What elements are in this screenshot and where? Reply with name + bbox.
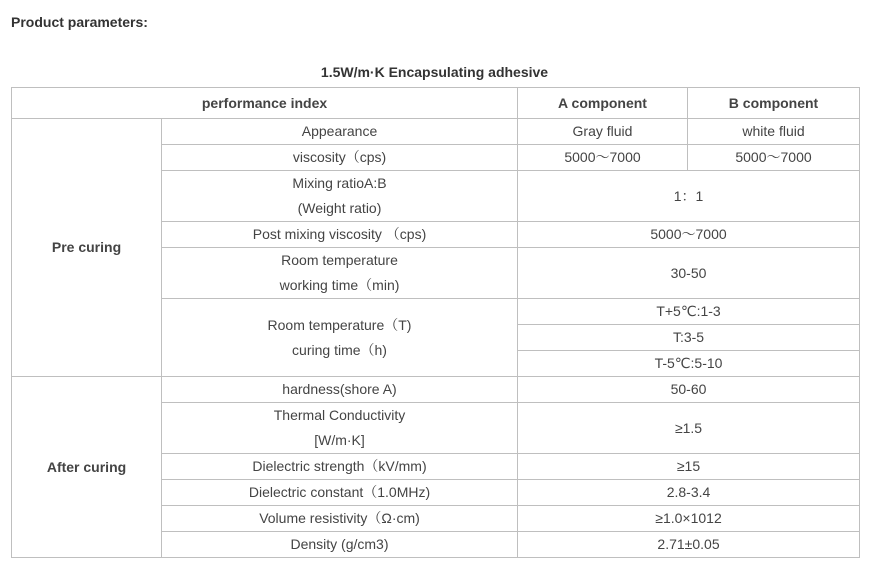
row-label-density: Density (g/cm3) <box>162 532 518 558</box>
cell-appearance-a: Gray fluid <box>518 119 688 145</box>
row-label-thermal-conductivity <box>162 403 518 454</box>
cell-dielectric-constant: 2.8-3.4 <box>518 480 860 506</box>
table-row <box>12 377 860 403</box>
cell-curing-time-plus: T+5℃:1-3 <box>518 299 860 325</box>
row-label-mixing-ratio <box>162 171 518 222</box>
header-b-component: B component <box>688 88 860 119</box>
row-label-post-mixing-viscosity: Post mixing viscosity （cps) <box>162 222 518 248</box>
cell-appearance-b: white fluid <box>688 119 860 145</box>
cell-mixing-ratio: 1：1 <box>518 171 860 222</box>
cell-curing-time-t: T:3-5 <box>518 325 860 351</box>
cell-curing-time-minus: T-5℃:5-10 <box>518 351 860 377</box>
group-after-curing: After curing <box>12 377 162 558</box>
cell-thermal-conductivity: ≥1.5 <box>518 403 860 454</box>
table-title: 1.5W/m·K Encapsulating adhesive <box>320 64 549 80</box>
thermal-conductivity-line1: Thermal Conductivity <box>273 407 406 423</box>
cell-density: 2.71±0.05 <box>518 532 860 558</box>
parameters-table <box>11 87 860 558</box>
row-label-hardness: hardness(shore A) <box>162 377 518 403</box>
working-time-line1: Room temperature <box>281 252 398 268</box>
row-label-viscosity: viscosity（cps) <box>162 145 518 171</box>
working-time-line2: working time（min) <box>279 277 400 293</box>
curing-time-line2: curing time（h) <box>292 341 387 358</box>
cell-post-mixing-viscosity: 5000～7000 <box>518 222 860 248</box>
cell-volume-resistivity: ≥1.0×1012 <box>518 506 860 532</box>
page-heading: Product parameters: <box>11 14 148 30</box>
curing-time-line1: Room temperature（T) <box>267 316 412 333</box>
row-label-curing-time <box>162 299 518 377</box>
row-label-volume-resistivity: Volume resistivity（Ω·cm) <box>162 506 518 532</box>
row-label-dielectric-strength: Dielectric strength（kV/mm) <box>162 454 518 480</box>
table-header-row <box>12 88 860 119</box>
row-label-appearance: Appearance <box>162 119 518 145</box>
cell-viscosity-b: 5000～7000 <box>688 145 860 171</box>
thermal-conductivity-line2: [W/m·K] <box>314 432 365 448</box>
cell-hardness: 50-60 <box>518 377 860 403</box>
cell-viscosity-a: 5000～7000 <box>518 145 688 171</box>
row-label-dielectric-constant: Dielectric constant（1.0MHz) <box>162 480 518 506</box>
header-a-component: A component <box>518 88 688 119</box>
header-performance-index: performance index <box>12 88 518 119</box>
mixing-ratio-line1: Mixing ratioA:B <box>292 175 387 191</box>
table-row <box>12 119 860 145</box>
row-label-working-time <box>162 248 518 299</box>
cell-working-time: 30-50 <box>518 248 860 299</box>
cell-dielectric-strength: ≥15 <box>518 454 860 480</box>
group-pre-curing: Pre curing <box>12 119 162 377</box>
mixing-ratio-line2: (Weight ratio) <box>297 200 382 216</box>
